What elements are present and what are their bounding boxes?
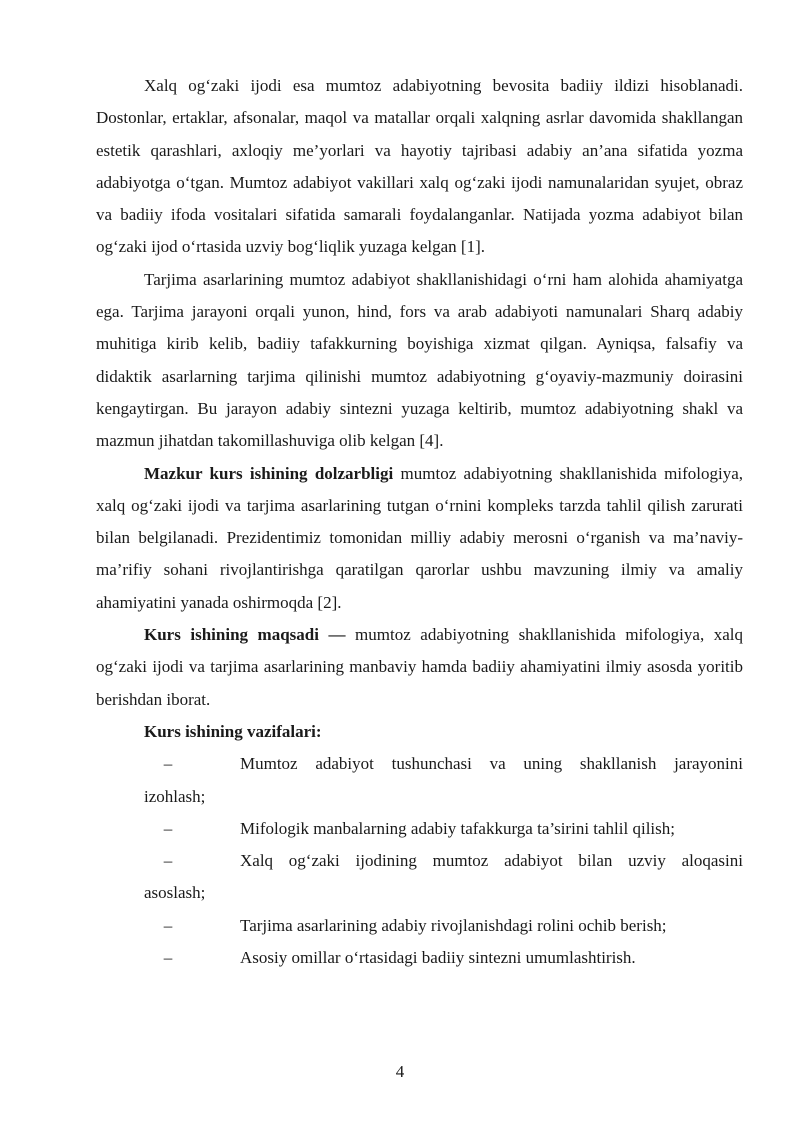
page-number: 4 — [395, 1062, 405, 1081]
body-text — [96, 70, 743, 974]
paragraph-oral-folklore: Xalq og‘zaki ijodi esa mumtoz adabiyotning bevosita badiiy ildizi hisoblanadi. Dostonlar, ertaklar, afsonalar, maqol va matallar orqali xalqning asrlar davomida shakllangan estetik qarashlari, axloqiy me’yorlari va hayotiy tajribasi adabiy an’ana sifatida yozma adabiyotga o‘tgan. Mumtoz adabiyot vakillari xalq og‘zaki ijodi namunalaridan syujet, obraz va badiiy ifoda vositalari sifatida samarali foydalanganlar. Natijada yozma adabiyot bilan og‘zaki ijod o‘rtasida uzviy bog‘liqlik yuzaga kelgan [1]. — [96, 76, 743, 257]
relevance-text: mumtoz adabiyotning shakllanishida mifologiya, xalq og‘zaki ijodi va tarjima asarlarining tutgan o‘rnini kompleks tarzda tahlil qilish zarurati bilan belgilanadi. Prezidentimiz tomonidan milliy adabiy merosni o‘rganish va ma’naviy-ma’rifiy sohani rivojlantirishga qaratilgan qarorlar ushbu mavzuning ilmiy va amaliy ahamiyatini yanada oshirmoqda [2]. — [96, 463, 743, 612]
task-dash: – — [163, 948, 173, 968]
tasks-heading: Kurs ishining vazifalari: — [144, 721, 322, 741]
task-text: Tarjima asarlarining adabiy rivojlanishdagi rolini ochib berish; — [240, 915, 667, 935]
task-dash: – — [163, 851, 173, 871]
paragraph-goal — [96, 619, 743, 716]
paragraph-translations: Tarjima asarlarining mumtoz adabiyot shakllanishidagi o‘rni ham alohida ahamiyatga ega. Tarjima jarayoni orqali yunon, hind, fors va arab adabiyoti namunalari Sharq adabiy muhitiga kirib kelib, badiiy tafakkurning boyishiga xizmat qilgan. Ayniqsa, falsafiy va didaktik asarlarning tarjima qilinishi mumtoz adabiyotning g‘oyaviy-mazmuniy doirasini kengaytirgan. Bu jarayon adabiy sintezni yuzaga keltirib, mumtoz adabiyotning shakl va mazmun jihatdan takomillashuviga olib kelgan [4]. — [96, 269, 743, 451]
task-text-continued: izohlash; — [144, 786, 206, 806]
paragraph-relevance — [96, 458, 743, 619]
goal-heading: Kurs ishining maqsadi — — [144, 625, 346, 645]
task-text: Asosiy omillar o‘rtasidagi badiiy sintezni umumlashtirish. — [240, 948, 636, 968]
task-dash: – — [163, 915, 173, 935]
task-item — [96, 942, 743, 974]
task-item — [96, 910, 743, 942]
task-text: Mifologik manbalarning adabiy tafakkurga ta’sirini tahlil qilish; — [240, 818, 675, 838]
task-item — [96, 813, 743, 845]
tasks-list — [96, 748, 743, 974]
task-text: Xalq og‘zaki ijodining mumtoz adabiyot bilan uzviy aloqasini — [240, 851, 743, 871]
task-dash: – — [163, 818, 173, 838]
task-item — [96, 748, 743, 813]
goal-text: mumtoz adabiyotning shakllanishida mifologiya, xalq og‘zaki ijodi va tarjima asarlarining manbaviy hamda badiiy ahamiyatini ilmiy asosda yoritib berishdan iborat. — [96, 625, 743, 709]
task-text: Mumtoz adabiyot tushunchasi va uning shakllanish jarayonini — [240, 754, 743, 774]
task-text-continued: asoslash; — [144, 883, 206, 903]
task-item — [96, 845, 743, 910]
task-dash: – — [163, 754, 173, 774]
relevance-heading: Mazkur kurs ishining dolzarbligi — [144, 463, 394, 483]
